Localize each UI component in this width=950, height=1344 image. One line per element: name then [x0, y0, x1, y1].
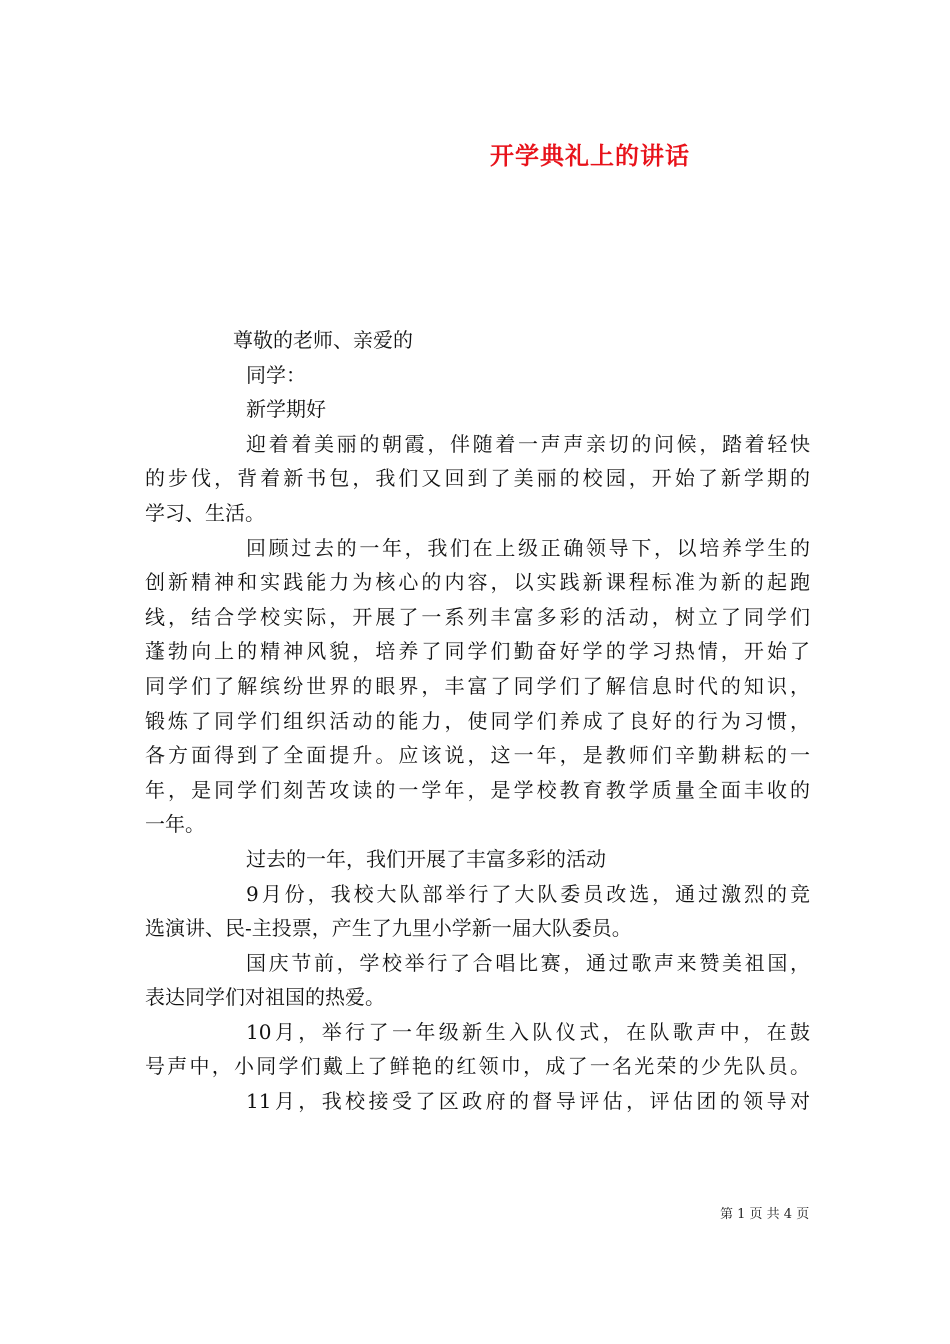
body-line: 同学：	[246, 362, 306, 387]
body-line: 表达同学们对祖国的热爱。	[145, 985, 385, 1010]
body-line: 锻炼了同学们组织活动的能力，使同学们养成了良好的行为习惯，	[145, 708, 810, 733]
body-line: 号声中，小同学们戴上了鲜艳的红领巾，成了一名光荣的少先队员。	[145, 1054, 810, 1079]
page-footer: 第 1 页 共 4 页	[720, 1207, 810, 1222]
body-line: 过去的一年，我们开展了丰富多彩的活动	[246, 846, 606, 871]
body-line: 尊敬的老师、亲爱的	[233, 328, 413, 352]
body-line: 9月份，我校大队部举行了大队委员改选，通过激烈的竞	[246, 881, 810, 906]
body-line: 同学们了解缤纷世界的眼界，丰富了同学们了解信息时代的知识，	[145, 673, 810, 698]
body-line: 年，是同学们刻苦攻读的一学年，是学校教育教学质量全面丰收的	[145, 777, 810, 802]
body-line: 国庆节前，学校举行了合唱比赛，通过歌声来赞美祖国，	[246, 950, 810, 975]
body-line: 学习、生活。	[145, 500, 265, 525]
body-line: 回顾过去的一年，我们在上级正确领导下，以培养学生的	[246, 535, 810, 560]
body-line: 各方面得到了全面提升。应该说，这一年，是教师们辛勤耕耘的一	[145, 743, 810, 768]
body-line: 选演讲、民-主投票，产生了九里小学新一届大队委员。	[145, 916, 632, 941]
document-title: 开学典礼上的讲话	[490, 141, 690, 170]
body-line: 线，结合学校实际，开展了一系列丰富多彩的活动，树立了同学们	[145, 604, 810, 629]
body-line: 11月，我校接受了区政府的督导评估，评估团的领导对	[246, 1089, 810, 1114]
body-line: 10月，举行了一年级新生入队仪式，在队歌声中，在鼓	[246, 1019, 810, 1044]
body-line: 迎着着美丽的朝霞，伴随着一声声亲切的问候，踏着轻快	[246, 431, 810, 456]
body-line: 新学期好	[246, 397, 326, 422]
body-line: 创新精神和实践能力为核心的内容，以实践新课程标准为新的起跑	[145, 570, 810, 595]
body-line: 的步伐，背着新书包，我们又回到了美丽的校园，开始了新学期的	[145, 466, 810, 491]
document-body	[145, 323, 810, 1119]
body-line: 蓬勃向上的精神风貌，培养了同学们勤奋好学的学习热情，开始了	[145, 639, 810, 664]
body-line: 一年。	[145, 812, 205, 837]
